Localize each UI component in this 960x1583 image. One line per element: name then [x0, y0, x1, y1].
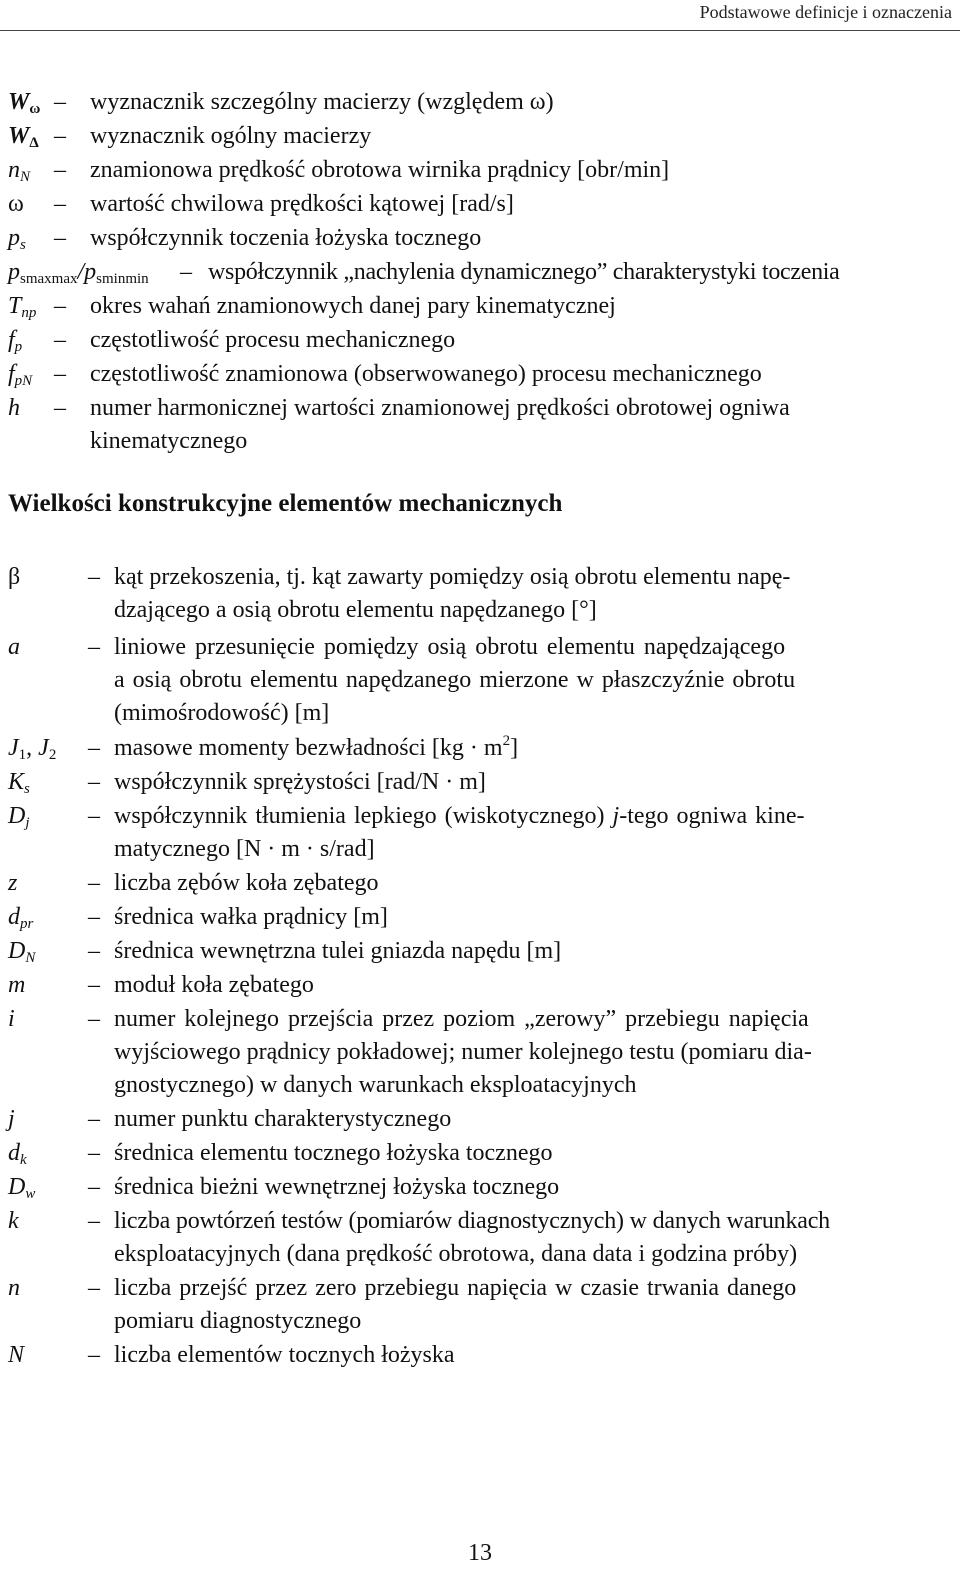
entry-dash: –: [88, 564, 100, 590]
entry-symbol: $d_{pr}$: [8, 904, 34, 932]
entry-dash: –: [54, 191, 66, 217]
entry-description-cont: matycznego [N · m · s/rad]: [114, 836, 375, 862]
entry-symbol: β: [8, 564, 21, 590]
entry-dash: –: [88, 1174, 100, 1200]
entry-dash: –: [54, 361, 66, 387]
entry-description: znamionowa prędkość obrotowa wirnika prądnicy [obr/min]: [90, 157, 670, 183]
entry-dash: –: [88, 803, 100, 829]
entry-symbol: i: [8, 1006, 15, 1032]
entry-symbol: ω: [8, 191, 24, 217]
entry-description-cont: pomiaru diagnostycznego: [114, 1308, 362, 1334]
entry-symbol: $D_j$: [8, 803, 30, 831]
entry-symbol: $W_\Delta$: [8, 123, 39, 151]
entry-description: częstotliwość znamionowa (obserwowanego) procesu mechanicznego: [90, 361, 762, 387]
entry-dash: –: [88, 1342, 100, 1368]
entry-symbol: a: [8, 634, 20, 660]
entry-dash: –: [180, 259, 192, 285]
entry-description: współczynnik tłumienia lepkiego (wiskotycznego) j-tego ogniwa kine-: [114, 803, 805, 829]
entry-symbol: $n_N$: [8, 157, 31, 185]
entry-dash: –: [88, 769, 100, 795]
entry-symbol: $D_N$: [8, 938, 36, 966]
entry-description: średnica wewnętrzna tulei gniazda napędu [m]: [114, 938, 562, 964]
entry-description: częstotliwość procesu mechanicznego: [90, 327, 456, 353]
entry-description-cont: dzającego a osią obrotu elementu napędzanego [°]: [114, 597, 597, 623]
entry-dash: –: [88, 1208, 100, 1234]
entry-description: wyznacznik ogólny macierzy: [90, 123, 372, 149]
entry-symbol: $p_s$: [8, 225, 26, 253]
entry-description: kąt przekoszenia, tj. kąt zawarty pomiędzy osią obrotu elementu napę-: [114, 564, 791, 590]
entry-description: masowe momenty bezwładności $[kg \cdot m^2]$: [114, 733, 519, 761]
entry-dash: –: [88, 904, 100, 930]
entry-symbol: z: [8, 870, 18, 896]
running-header: Podstawowe definicje i oznaczenia: [699, 2, 952, 22]
entry-dash: –: [88, 870, 100, 896]
entry-dash: –: [88, 634, 100, 660]
entry-dash: –: [88, 1140, 100, 1166]
entry-symbol: $f_p$: [8, 327, 23, 355]
entry-description: numer harmonicznej wartości znamionowej prędkości obrotowej ogniwa: [90, 395, 790, 421]
entry-dash: –: [54, 89, 66, 115]
entry-symbol: n: [8, 1275, 20, 1301]
entry-description-cont: (mimośrodowość) [m]: [114, 700, 330, 726]
entry-symbol: $W_\omega$: [8, 89, 41, 117]
entry-description-cont: a osią obrotu elementu napędzanego mierzone w płaszczyźnie obrotu: [114, 667, 796, 693]
entry-description: średnica wałka prądnicy [m]: [114, 904, 388, 930]
header-rule: [0, 30, 960, 31]
section-title: Wielkości konstrukcyjne elementów mechanicznych: [8, 490, 563, 517]
entry-description-cont: gnostycznego) w danych warunkach eksploatacyjnych: [114, 1072, 637, 1098]
entry-description-cont: wyjściowego prądnicy pokładowej; numer kolejnego testu (pomiaru dia-: [114, 1039, 812, 1065]
entry-description: liczba elementów tocznych łożyska: [114, 1342, 455, 1368]
entry-dash: –: [54, 293, 66, 319]
entry-symbol: k: [8, 1208, 19, 1234]
entry-symbol: $K_s$: [8, 769, 30, 797]
entry-dash: –: [54, 395, 66, 421]
entry-symbol: $d_k$: [8, 1140, 27, 1168]
entry-dash: –: [88, 735, 100, 761]
entry-symbol: $f_{pN}$: [8, 361, 33, 389]
entry-description: współczynnik sprężystości [rad/N · m]: [114, 769, 486, 795]
entry-description: liczba zębów koła zębatego: [114, 870, 379, 896]
entry-symbol: $J_1$, $J_2$: [8, 735, 57, 763]
entry-description: okres wahań znamionowych danej pary kinematycznej: [90, 293, 616, 319]
entry-symbol: m: [8, 972, 26, 998]
entry-dash: –: [88, 1006, 100, 1032]
entry-symbol: $T_{np}$: [8, 293, 37, 321]
entry-symbol: N: [8, 1342, 25, 1368]
entry-symbol: $D_w$: [8, 1174, 36, 1202]
entry-description: średnica elementu tocznego łożyska tocznego: [114, 1140, 553, 1166]
entry-description: numer punktu charakterystycznego: [114, 1106, 452, 1132]
entry-description: liczba przejść przez zero przebiegu napięcia w czasie trwania danego: [114, 1275, 797, 1301]
entry-description: wyznacznik szczególny macierzy (względem ω): [90, 89, 554, 115]
entry-description-cont: kinematycznego: [90, 428, 248, 454]
entry-dash: –: [88, 972, 100, 998]
entry-symbol: h: [8, 395, 20, 421]
entry-description: średnica bieżni wewnętrznej łożyska tocznego: [114, 1174, 560, 1200]
entry-dash: –: [88, 938, 100, 964]
entry-symbol: $p_{smaxmax}/p_{sminmin}$: [8, 259, 149, 287]
entry-description: moduł koła zębatego: [114, 972, 314, 998]
entry-description: współczynnik toczenia łożyska tocznego: [90, 225, 482, 251]
entry-dash: –: [88, 1275, 100, 1301]
entry-description: liniowe przesunięcie pomiędzy osią obrotu elementu napędzającego: [114, 634, 786, 660]
entry-dash: –: [54, 123, 66, 149]
entry-description: numer kolejnego przejścia przez poziom „zerowy” przebiegu napięcia: [114, 1006, 809, 1032]
entry-description-cont: eksploatacyjnych (dana prędkość obrotowa, dana data i godzina próby): [114, 1241, 798, 1267]
entry-dash: –: [54, 327, 66, 353]
entry-dash: –: [54, 225, 66, 251]
entry-symbol: j: [8, 1106, 15, 1132]
entry-dash: –: [88, 1106, 100, 1132]
entry-description: liczba powtórzeń testów (pomiarów diagnostycznych) w danych warunkach: [114, 1208, 830, 1234]
entry-description: współczynnik „nachylenia dynamicznego” charakterystyki toczenia: [208, 259, 840, 285]
page-number: 13: [468, 1540, 492, 1566]
entry-dash: –: [54, 157, 66, 183]
entry-description: wartość chwilowa prędkości kątowej [rad/s]: [90, 191, 514, 217]
